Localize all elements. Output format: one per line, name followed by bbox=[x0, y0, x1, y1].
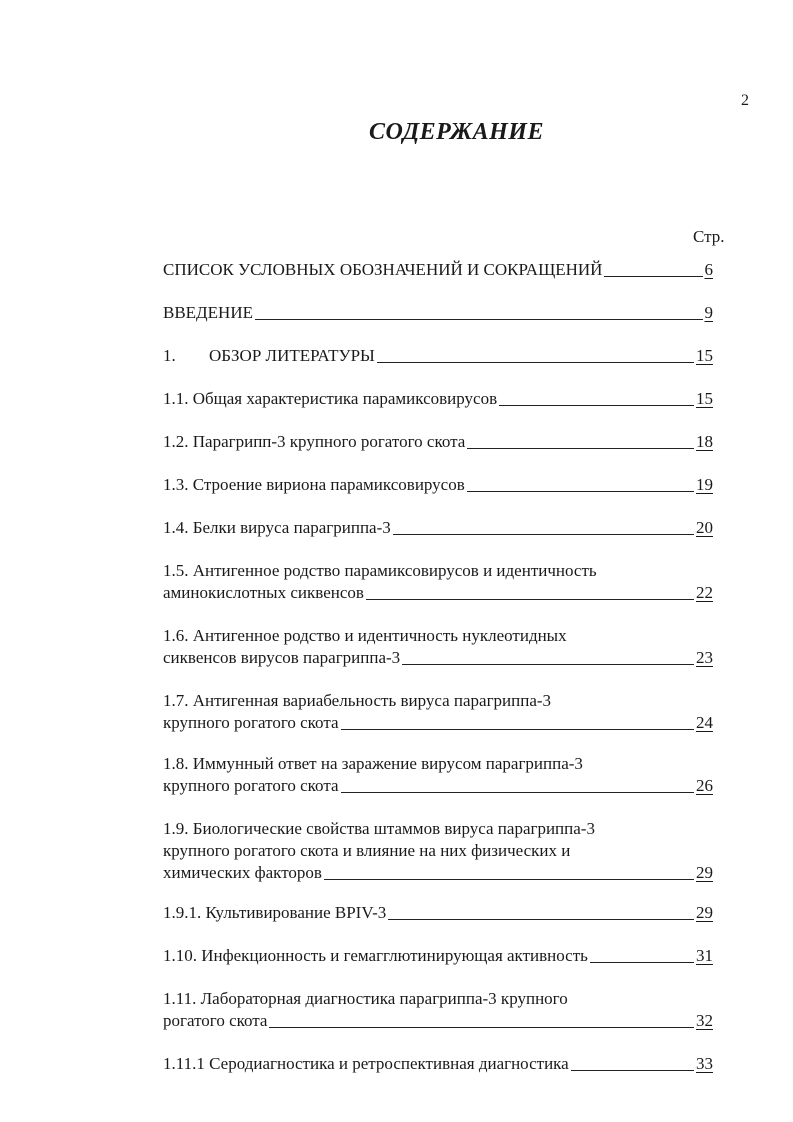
toc-entry-page: 31 bbox=[696, 946, 713, 965]
leader-line bbox=[366, 599, 694, 600]
toc-entry-row bbox=[163, 862, 713, 884]
toc-entry-text: СПИСОК УСЛОВНЫХ ОБОЗНАЧЕНИЙ И СОКРАЩЕНИЙ bbox=[163, 260, 603, 279]
page-title: СОДЕРЖАНИЕ bbox=[369, 119, 544, 145]
toc-entry-text: 1.10. Инфекционность и гемагглютинирующая активность bbox=[163, 946, 588, 965]
toc-entry-text: 1.8. Иммунный ответ на заражение вирусом парагриппа-3 bbox=[163, 754, 583, 773]
toc-entry-text: химических факторов bbox=[163, 863, 322, 882]
toc-entry bbox=[163, 988, 713, 1032]
toc-entry-text: 1.4. Белки вируса парагриппа-3 bbox=[163, 518, 391, 537]
toc-entry bbox=[163, 560, 713, 604]
toc-entry-number: 1. bbox=[163, 346, 176, 365]
leader-line bbox=[393, 534, 694, 535]
toc-entry-page: 29 bbox=[696, 863, 713, 882]
page-number: 2 bbox=[741, 92, 749, 109]
toc-entry-text: 1.11.1 Серодиагностика и ретроспективная диагностика bbox=[163, 1054, 569, 1073]
toc-entry-text: сиквенсов вирусов парагриппа-3 bbox=[163, 648, 401, 667]
leader-line bbox=[388, 919, 694, 920]
toc-entry-text: 1.6. Антигенное родство и идентичность нуклеотидных bbox=[163, 626, 567, 645]
toc-entry-page: 15 bbox=[696, 346, 713, 365]
toc-entry-row bbox=[163, 945, 713, 967]
toc-entry-text: рогатого скота bbox=[163, 1011, 268, 1030]
toc-entry bbox=[163, 431, 713, 453]
toc-entry bbox=[163, 945, 713, 967]
toc-entry-row bbox=[163, 1053, 713, 1075]
toc-entry-row bbox=[163, 345, 713, 367]
toc-entry-text: 1.1. Общая характеристика парамиксовирусов bbox=[163, 389, 498, 408]
toc-entry-page: 32 bbox=[696, 1011, 713, 1030]
leader-line bbox=[402, 664, 694, 665]
toc-entry-text: 1.3. Строение вириона парамиксовирусов bbox=[163, 475, 465, 494]
leader-line bbox=[571, 1070, 694, 1071]
leader-line bbox=[269, 1027, 694, 1028]
toc-entry-text: 1.9.1. Культивирование BPIV-3 bbox=[163, 903, 387, 922]
toc-entry-page: 24 bbox=[696, 713, 713, 732]
toc-entry bbox=[163, 902, 713, 924]
leader-line bbox=[499, 405, 694, 406]
toc-entry-row bbox=[163, 259, 713, 281]
toc-entry bbox=[163, 753, 713, 797]
toc-entry-text: ВВЕДЕНИЕ bbox=[163, 303, 253, 322]
toc-entry-page: 20 bbox=[696, 518, 713, 537]
leader-line bbox=[604, 276, 702, 277]
toc-entry-row bbox=[163, 431, 713, 453]
toc-entry-row bbox=[163, 517, 713, 539]
page-column-label: Стр. bbox=[693, 227, 725, 246]
toc-entry bbox=[163, 474, 713, 496]
leader-line bbox=[377, 362, 694, 363]
toc-entry-row bbox=[163, 712, 713, 734]
toc-entry-page: 18 bbox=[696, 432, 713, 451]
toc-entry-page: 15 bbox=[696, 389, 713, 408]
toc-entry-row bbox=[163, 1010, 713, 1032]
leader-line bbox=[467, 491, 694, 492]
toc-entry bbox=[163, 345, 713, 367]
toc-entry-text: крупного рогатого скота bbox=[163, 776, 339, 795]
toc-entry-page: 29 bbox=[696, 903, 713, 922]
toc-entry-page: 6 bbox=[704, 260, 713, 279]
leader-line bbox=[590, 962, 694, 963]
toc-entry bbox=[163, 1053, 713, 1075]
toc-entry bbox=[163, 690, 713, 734]
leader-line bbox=[341, 729, 694, 730]
toc-entry-row bbox=[163, 775, 713, 797]
toc-entry bbox=[163, 818, 713, 884]
toc-entry-row bbox=[163, 474, 713, 496]
toc-entry bbox=[163, 388, 713, 410]
toc-entry-text: 1.11. Лабораторная диагностика парагриппа-3 крупного bbox=[163, 989, 568, 1008]
leader-line bbox=[341, 792, 694, 793]
toc-entry bbox=[163, 302, 713, 324]
toc-entry-page: 22 bbox=[696, 583, 713, 602]
toc-entry bbox=[163, 259, 713, 281]
toc-entry-text: 1.5. Антигенное родство парамиксовирусов и идентичность bbox=[163, 561, 597, 580]
leader-line bbox=[255, 319, 703, 320]
toc-entry-page: 19 bbox=[696, 475, 713, 494]
leader-line bbox=[467, 448, 694, 449]
toc-entry-text: 1.9. Биологические свойства штаммов вируса парагриппа-3 bbox=[163, 819, 595, 838]
toc-entry-text: 1.2. Парагрипп-3 крупного рогатого скота bbox=[163, 432, 466, 451]
toc-entry-row bbox=[163, 302, 713, 324]
toc-entry-row bbox=[163, 582, 713, 604]
toc-entry-text: ОБЗОР ЛИТЕРАТУРЫ bbox=[209, 346, 375, 365]
toc-entry-row bbox=[163, 902, 713, 924]
leader-line bbox=[324, 879, 694, 880]
toc-entry-row bbox=[163, 388, 713, 410]
toc-entry-page: 23 bbox=[696, 648, 713, 667]
toc-entry-page: 26 bbox=[696, 776, 713, 795]
toc-entry-page: 33 bbox=[696, 1054, 713, 1073]
toc-entry-page: 9 bbox=[704, 303, 713, 322]
toc-entry bbox=[163, 517, 713, 539]
toc-entry-text: 1.7. Антигенная вариабельность вируса парагриппа-3 bbox=[163, 691, 552, 710]
toc-entry-text: крупного рогатого скота и влияние на них физических и bbox=[163, 841, 571, 860]
toc-entry-text: аминокислотных сиквенсов bbox=[163, 583, 364, 602]
toc-entry-row bbox=[163, 647, 713, 669]
toc-entry-text: крупного рогатого скота bbox=[163, 713, 339, 732]
toc-entry bbox=[163, 625, 713, 669]
